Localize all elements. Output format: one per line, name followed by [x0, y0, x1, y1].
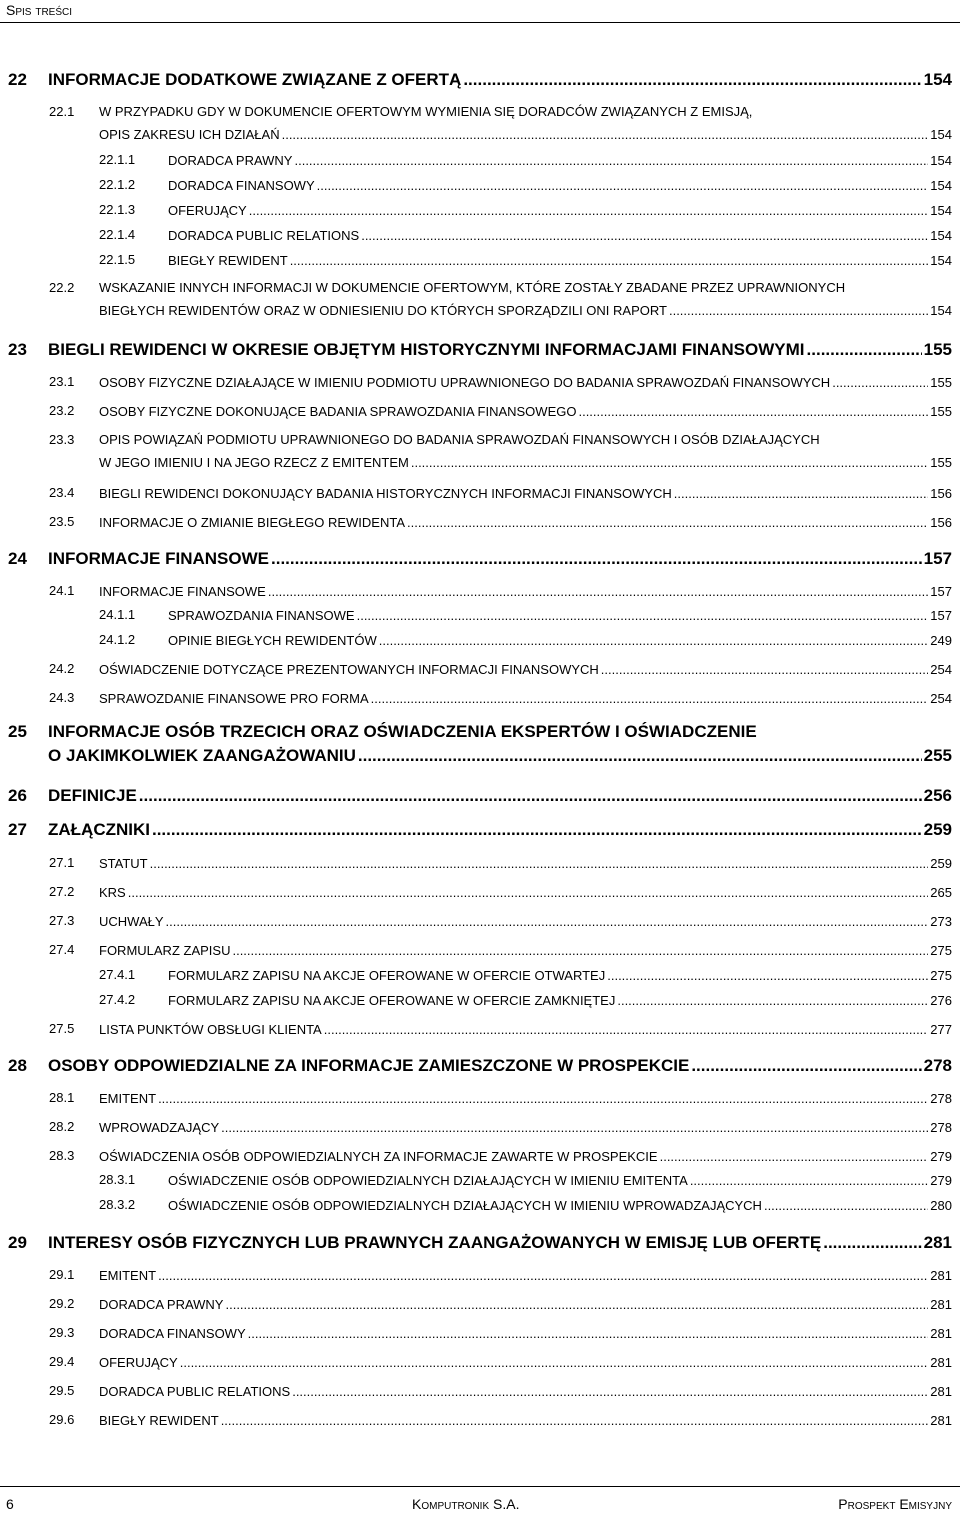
toc-entry[interactable] [48, 820, 952, 840]
toc-entry-title: BIEGŁYCH REWIDENTÓW ORAZ W ODNIESIENIU DO KTÓRYCH SPORZĄDZILI ONI RAPORT [99, 303, 667, 318]
dot-leader [290, 253, 929, 268]
toc-entry[interactable] [48, 1233, 952, 1253]
toc-entry-page: 281 [923, 1233, 952, 1252]
toc-entry-page: 156 [930, 486, 952, 501]
toc-entry-number: 28.3.2 [99, 1197, 136, 1212]
dot-leader [268, 584, 928, 599]
toc-entry[interactable] [99, 913, 952, 929]
toc-entry-title: OŚWIADCZENIE DOTYCZĄCE PREZENTOWANYCH INFORMACJI FINANSOWYCH [99, 662, 599, 677]
toc-entry-page: 154 [930, 153, 952, 168]
toc-entry[interactable] [99, 454, 952, 470]
toc-entry-number: 24.2 [49, 661, 75, 676]
dot-leader [249, 203, 929, 218]
toc-entry[interactable] [168, 252, 952, 268]
toc-entry-title: OSOBY FIZYCZNE DZIAŁAJĄCE W IMIENIU PODMIOTU UPRAWNIONEGO DO BADANIA SPRAWOZDAŃ FINANSOWYCH [99, 375, 831, 390]
toc-entry[interactable] [48, 786, 952, 806]
toc-entry-title: INFORMACJE O ZMIANIE BIEGŁEGO REWIDENTA [99, 515, 406, 530]
toc-entry[interactable] [168, 607, 952, 623]
toc-entry[interactable] [99, 1267, 952, 1283]
toc-entry-number: 23.4 [49, 485, 75, 500]
toc-entry-number: 22.1.1 [99, 152, 136, 167]
toc-entry-page: 281 [930, 1297, 952, 1312]
dot-leader [294, 153, 928, 168]
toc-entry-number: 26 [8, 786, 27, 805]
toc-entry[interactable] [48, 70, 952, 90]
toc-entry[interactable] [99, 1325, 952, 1341]
toc-entry-page: 279 [930, 1173, 952, 1188]
dot-leader [152, 820, 922, 840]
dot-leader [150, 856, 929, 871]
toc-entry-page: 278 [930, 1091, 952, 1106]
toc-entry-title: INFORMACJE FINANSOWE [99, 584, 266, 599]
dot-leader [292, 1384, 928, 1399]
dot-leader [691, 1056, 921, 1076]
toc-entry-title: O JAKIMKOLWIEK ZAANGAŻOWANIU [48, 746, 356, 765]
toc-entry-number: 24.1.1 [99, 607, 136, 622]
toc-entry-number: 28.3 [49, 1148, 75, 1163]
toc-entry-title: KRS [99, 885, 126, 900]
dot-leader [764, 1198, 928, 1213]
dot-leader [832, 375, 928, 390]
toc-entry[interactable] [168, 632, 952, 648]
toc-entry[interactable] [99, 1148, 952, 1164]
toc-entry-title: FORMULARZ ZAPISU NA AKCJE OFEROWANE W OFERCIE ZAMKNIĘTEJ [168, 993, 616, 1008]
toc-entry-page: 281 [930, 1355, 952, 1370]
toc-entry-number: 22.1.3 [99, 202, 136, 217]
toc-entry-page: 273 [930, 914, 952, 929]
toc-entry[interactable] [168, 152, 952, 168]
toc-entry-title: OFERUJĄCY [168, 203, 247, 218]
toc-entry[interactable] [168, 967, 952, 983]
toc-entry-number: 24.1.2 [99, 632, 136, 647]
toc-entry[interactable] [99, 514, 952, 530]
toc-entry[interactable] [99, 374, 952, 390]
toc-entry-title: OŚWIADCZENIE OSÓB ODPOWIEDZIALNYCH DZIAŁAJĄCYCH W IMIENIU WPROWADZAJĄCYCH [168, 1198, 762, 1213]
toc-entry-page: 249 [930, 633, 952, 648]
toc-entry-title: FORMULARZ ZAPISU [99, 943, 231, 958]
toc-entry-number: 23.3 [49, 432, 75, 447]
toc-entry-title: OŚWIADCZENIE OSÓB ODPOWIEDZIALNYCH DZIAŁAJĄCYCH W IMIENIU EMITENTA [168, 1173, 688, 1188]
toc-entry-page: 157 [923, 549, 952, 568]
toc-entry-page: 157 [930, 584, 952, 599]
toc-entry[interactable] [99, 1090, 952, 1106]
toc-entry-title: DEFINICJE [48, 786, 137, 805]
toc-entry-page: 281 [930, 1413, 952, 1428]
dot-leader [221, 1413, 929, 1428]
toc-entry-number: 24.3 [49, 690, 75, 705]
toc-entry-number: 29.3 [49, 1325, 75, 1340]
toc-entry-title: DORADCA PUBLIC RELATIONS [168, 228, 360, 243]
toc-entry[interactable] [99, 1383, 952, 1399]
header-divider [0, 22, 960, 23]
toc-entry[interactable] [168, 202, 952, 218]
toc-entry-number: 27.5 [49, 1021, 75, 1036]
toc-entry-title: INTERESY OSÓB FIZYCZNYCH LUB PRAWNYCH ZAANGAŻOWANYCH W EMISJĘ LUB OFERTĘ [48, 1233, 822, 1252]
toc-entry-number: 27.3 [49, 913, 75, 928]
toc-entry-title: LISTA PUNKTÓW OBSŁUGI KLIENTA [99, 1022, 322, 1037]
dot-leader [221, 1120, 928, 1135]
toc-entry-title: OFERUJĄCY [99, 1355, 178, 1370]
dot-leader [617, 993, 928, 1008]
dot-leader [271, 549, 922, 569]
toc-entry[interactable] [99, 884, 952, 900]
toc-entry-title: BIEGŁY REWIDENT [99, 1413, 219, 1428]
toc-entry-number: 22.1.4 [99, 227, 136, 242]
toc-entry-number: 24 [8, 549, 27, 568]
toc-entry-page: 281 [930, 1384, 952, 1399]
toc-entry-first-line: W PRZYPADKU GDY W DOKUMENCIE OFERTOWYM WYMIENIA SIĘ DORADCÓW ZWIĄZANYCH Z EMISJĄ, [99, 104, 753, 119]
toc-entry-page: 154 [930, 178, 952, 193]
toc-entry-number: 22.1.5 [99, 252, 136, 267]
toc-entry[interactable] [168, 227, 952, 243]
dot-leader [674, 486, 929, 501]
dot-leader [225, 1297, 928, 1312]
toc-entry-title: SPRAWOZDANIE FINANSOWE PRO FORMA [99, 691, 369, 706]
toc-entry-page: 281 [930, 1268, 952, 1283]
dot-leader [607, 968, 928, 983]
toc-entry-page: 255 [923, 746, 952, 765]
toc-entry-first-line: INFORMACJE OSÓB TRZECICH ORAZ OŚWIADCZENIA EKSPERTÓW I OŚWIADCZENIE [48, 722, 757, 741]
toc-entry[interactable] [99, 1296, 952, 1312]
toc-entry[interactable] [99, 583, 952, 599]
toc-entry-number: 23.1 [49, 374, 75, 389]
toc-entry-number: 22.2 [49, 280, 75, 295]
toc-entry-page: 276 [930, 993, 952, 1008]
toc-entry-title: SPRAWOZDANIA FINANSOWE [168, 608, 355, 623]
toc-entry-number: 29.5 [49, 1383, 75, 1398]
toc-entry[interactable] [48, 340, 952, 360]
toc-entry-page: 155 [930, 404, 952, 419]
toc-entry-number: 27.4 [49, 942, 75, 957]
toc-entry-title: OPIS ZAKRESU ICH DZIAŁAŃ [99, 127, 280, 142]
toc-entry-number: 27.4.1 [99, 967, 136, 982]
dot-leader [823, 1233, 921, 1253]
dot-leader [578, 404, 928, 419]
toc-entry-title: WPROWADZAJĄCY [99, 1120, 220, 1135]
dot-leader [463, 70, 921, 90]
toc-entry-page: 265 [930, 885, 952, 900]
toc-entry[interactable] [99, 302, 952, 318]
toc-entry-title: BIEGLI REWIDENCI DOKONUJĄCY BADANIA HISTORYCZNYCH INFORMACJI FINANSOWYCH [99, 486, 672, 501]
running-header: Spis treści [6, 2, 73, 18]
toc-entry[interactable] [99, 855, 952, 871]
dot-leader [128, 885, 929, 900]
toc-entry-title: OPINIE BIEGŁYCH REWIDENTÓW [168, 633, 377, 648]
toc-entry-page: 278 [923, 1056, 952, 1075]
toc-entry-number: 27.2 [49, 884, 75, 899]
toc-entry-page: 156 [930, 515, 952, 530]
toc-entry-page: 259 [930, 856, 952, 871]
toc-entry[interactable] [99, 403, 952, 419]
toc-entry-number: 24.1 [49, 583, 75, 598]
toc-entry-title: INFORMACJE FINANSOWE [48, 549, 269, 568]
toc-entry-page: 157 [930, 608, 952, 623]
dot-leader [379, 633, 929, 648]
toc-entry[interactable] [168, 992, 952, 1008]
toc-entry-page: 155 [930, 375, 952, 390]
toc-entry-number: 28.2 [49, 1119, 75, 1134]
dot-leader [371, 691, 929, 706]
toc-entry-page: 275 [930, 968, 952, 983]
dot-leader [317, 178, 929, 193]
toc-entry-title: DORADCA FINANSOWY [168, 178, 315, 193]
toc-entry[interactable] [99, 485, 952, 501]
toc-entry-title: DORADCA PUBLIC RELATIONS [99, 1384, 291, 1399]
toc-entry-title: W JEGO IMIENIU I NA JEGO RZECZ Z EMITENTEM [99, 455, 409, 470]
toc-entry-number: 27 [8, 820, 27, 839]
toc-entry-page: 279 [930, 1149, 952, 1164]
dot-leader [660, 1149, 929, 1164]
dot-leader [361, 228, 928, 243]
dot-leader [180, 1355, 929, 1370]
toc-entry[interactable] [48, 549, 952, 569]
toc-entry-page: 154 [930, 228, 952, 243]
toc-entry[interactable] [99, 1021, 952, 1037]
toc-entry-number: 22 [8, 70, 27, 89]
toc-entry-number: 27.1 [49, 855, 75, 870]
toc-entry-page: 254 [930, 691, 952, 706]
toc-entry-title: DORADCA PRAWNY [168, 153, 293, 168]
toc-entry[interactable] [48, 746, 952, 766]
toc-entry-page: 280 [930, 1198, 952, 1213]
toc-entry[interactable] [99, 1412, 952, 1428]
toc-entry-title: BIEGLI REWIDENCI W OKRESIE OBJĘTYM HISTORYCZNYMI INFORMACJAMI FINANSOWYMI [48, 340, 805, 359]
toc-entry-page: 154 [930, 303, 952, 318]
dot-leader [601, 662, 929, 677]
toc-entry-page: 275 [930, 943, 952, 958]
dot-leader [357, 608, 929, 623]
toc-entry-number: 23.5 [49, 514, 75, 529]
toc-entry-page: 278 [930, 1120, 952, 1135]
toc-entry[interactable] [168, 1172, 952, 1188]
toc-entry-title: STATUT [99, 856, 148, 871]
toc-entry[interactable] [99, 690, 952, 706]
toc-entry-title: OSOBY ODPOWIEDZIALNE ZA INFORMACJE ZAMIESZCZONE W PROSPEKCIE [48, 1056, 690, 1075]
toc-entry-title: UCHWAŁY [99, 914, 164, 929]
dot-leader [411, 455, 928, 470]
toc-entry-page: 154 [930, 253, 952, 268]
toc-entry-title: INFORMACJE DODATKOWE ZWIĄZANE Z OFERTĄ [48, 70, 462, 89]
toc-entry-number: 29 [8, 1233, 27, 1252]
dot-leader [232, 943, 928, 958]
toc-entry-page: 254 [930, 662, 952, 677]
dot-leader [358, 746, 922, 766]
toc-entry-title: DORADCA FINANSOWY [99, 1326, 246, 1341]
toc-entry-title: OŚWIADCZENIA OSÓB ODPOWIEDZIALNYCH ZA INFORMACJE ZAWARTE W PROSPEKCIE [99, 1149, 658, 1164]
toc-entry-number: 27.4.2 [99, 992, 136, 1007]
toc-entry-number: 22.1.2 [99, 177, 136, 192]
dot-leader [166, 914, 929, 929]
toc-entry-first-line: OPIS POWIĄZAŃ PODMIOTU UPRAWNIONEGO DO BADANIA SPRAWOZDAŃ FINANSOWYCH I OSÓB DZIAŁAJĄCYCH [99, 432, 820, 447]
toc-entry-title: BIEGŁY REWIDENT [168, 253, 288, 268]
toc-entry-page: 259 [923, 820, 952, 839]
toc-entry-number: 23 [8, 340, 27, 359]
dot-leader [158, 1091, 928, 1106]
toc-entry[interactable] [99, 126, 952, 142]
toc-entry-number: 28.1 [49, 1090, 75, 1105]
toc-entry-page: 256 [923, 786, 952, 805]
toc-entry-number: 25 [8, 722, 27, 741]
toc-entry-title: ZAŁĄCZNIKI [48, 820, 150, 839]
dot-leader [690, 1173, 928, 1188]
footer-company: Komputronik S.A. [412, 1496, 520, 1512]
toc-entry-page: 154 [923, 70, 952, 89]
toc-entry-page: 281 [930, 1326, 952, 1341]
toc-entry-title: FORMULARZ ZAPISU NA AKCJE OFEROWANE W OFERCIE OTWARTEJ [168, 968, 606, 983]
toc-entry-first-line: WSKAZANIE INNYCH INFORMACJI W DOKUMENCIE OFERTOWYM, KTÓRE ZOSTAŁY ZBADANE PRZEZ UPRAWNIONYCH [99, 280, 846, 295]
toc-entry-page: 154 [930, 127, 952, 142]
footer-page-number: 6 [6, 1496, 14, 1512]
toc-entry-number: 29.6 [49, 1412, 75, 1427]
toc-entry-page: 155 [930, 455, 952, 470]
toc-entry-number: 29.1 [49, 1267, 75, 1282]
toc-entry[interactable] [99, 1354, 952, 1370]
toc-entry[interactable] [99, 661, 952, 677]
toc-entry[interactable] [48, 1056, 952, 1076]
toc-entry-title: OSOBY FIZYCZNE DOKONUJĄCE BADANIA SPRAWOZDANIA FINANSOWEGO [99, 404, 577, 419]
toc-entry-number: 29.4 [49, 1354, 75, 1369]
footer-divider [0, 1486, 960, 1487]
dot-leader [248, 1326, 929, 1341]
dot-leader [407, 515, 928, 530]
toc-entry-number: 29.2 [49, 1296, 75, 1311]
toc-entry-number: 28.3.1 [99, 1172, 136, 1187]
dot-leader [807, 340, 922, 360]
toc-entry-number: 23.2 [49, 403, 75, 418]
toc-entry-number: 22.1 [49, 104, 75, 119]
toc-entry-page: 154 [930, 203, 952, 218]
toc-entry-page: 155 [923, 340, 952, 359]
dot-leader [324, 1022, 929, 1037]
dot-leader [158, 1268, 928, 1283]
toc-entry-number: 28 [8, 1056, 27, 1075]
dot-leader [669, 303, 928, 318]
toc-entry-title: DORADCA PRAWNY [99, 1297, 224, 1312]
dot-leader [282, 127, 929, 142]
toc-entry-page: 277 [930, 1022, 952, 1037]
dot-leader [139, 786, 922, 806]
toc-entry[interactable] [99, 1119, 952, 1135]
toc-entry[interactable] [99, 942, 952, 958]
footer-document-title: Prospekt Emisyjny [838, 1496, 952, 1512]
toc-entry-title: EMITENT [99, 1268, 157, 1283]
toc-entry[interactable] [168, 1197, 952, 1213]
toc-entry-title: EMITENT [99, 1091, 157, 1106]
toc-entry[interactable] [168, 177, 952, 193]
